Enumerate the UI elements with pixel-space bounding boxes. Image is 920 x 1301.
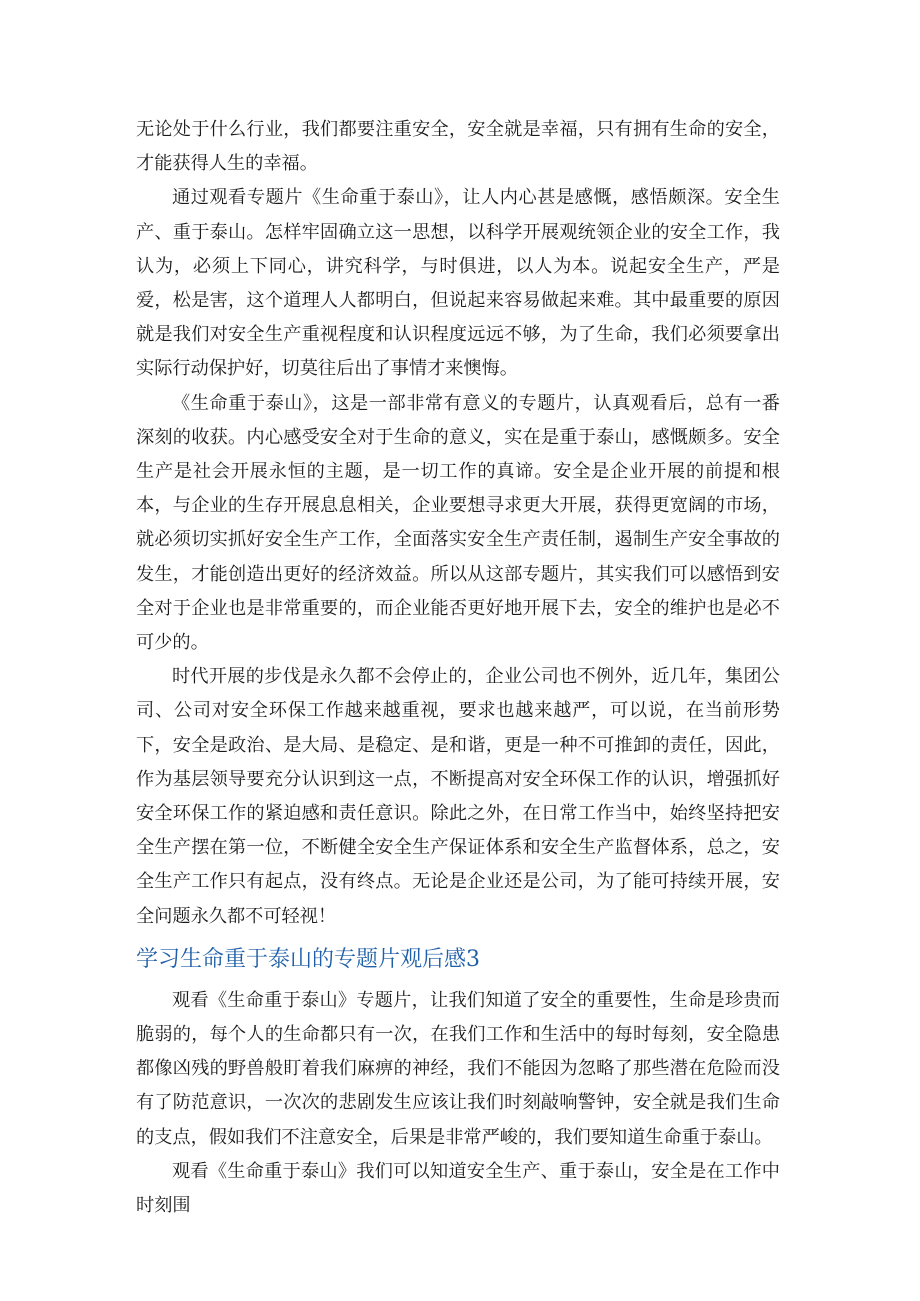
paragraph-1: 无论处于什么行业，我们都要注重安全，安全就是幸福，只有拥有生命的安全，才能获得人生的幸福。	[136, 119, 780, 175]
paragraph-4: 时代开展的步伐是永久都不会停止的，企业公司也不例外，近几年，集团公司、公司对安全环保工作越来越重视，要求也越来越严，可以说，在当前形势下，安全是政治、是大局、是稳定、是和谐，更是一种不可推卸的责任，因此，作为基层领导要充分认识到这一点，不断提高对安全环保工作的认识，增强抓好安全环保工作的紧迫感和责任意识。除此之外，在日常工作当中，始终坚持把安全生产摆在第一位，不断健全安全生产保证体系和安全生产监督体系，总之，安全生产工作只有起点，没有终点。无论是企业还是公司，为了能可持续开展，安全问题永久都不可轻视！	[136, 666, 780, 927]
paragraph-5: 观看《生命重于泰山》专题片，让我们知道了安全的重要性，生命是珍贵而脆弱的，每个人的生命都只有一次，在我们工作和生活中的每时每刻，安全隐患都像凶残的野兽般盯着我们麻痹的神经，我们不能因为忽略了那些潜在危险而没有了防范意识，一次次的悲剧发生应该让我们时刻敲响警钟，安全就是我们生命的支点，假如我们不注意安全，后果是非常严峻的，我们要知道生命重于泰山。	[136, 989, 780, 1148]
paragraph-2: 通过观看专题片《生命重于泰山》，让人内心甚是感慨，感悟颇深。安全生产、重于泰山。怎样牢固确立这一思想，以科学开展观统领企业的安全工作，我认为，必须上下同心，讲究科学，与时俱进，以人为本。说起安全生产，严是爱，松是害，这个道理人人都明白，但说起来容易做起来难。其中最重要的原因就是我们对安全生产重视程度和认识程度远远不够，为了生命，我们必须要拿出实际行动保护好，切莫往后出了事情才来懊悔。	[136, 187, 780, 380]
paragraph-3: 《生命重于泰山》，这是一部非常有意义的专题片，认真观看后，总有一番深刻的收获。内心感受安全对于生命的意义，实在是重于泰山，感慨颇多。安全生产是社会开展永恒的主题，是一切工作的真谛。安全是企业开展的前提和根本，与企业的生存开展息息相关，企业要想寻求更大开展，获得更宽阔的市场，就必须切实抓好安全生产工作，全面落实安全生产责任制，遏制生产安全事故的发生，才能创造出更好的经济效益。所以从这部专题片，其实我们可以感悟到安全对于企业也是非常重要的，而企业能否更好地开展下去，安全的维护也是必不可少的。	[136, 392, 780, 654]
document-body	[136, 113, 780, 1223]
section-heading: 学习生命重于泰山的专题片观后感3	[136, 946, 480, 972]
paragraph-6: 观看《生命重于泰山》我们可以知道安全生产、重于泰山，安全是在工作中时刻围	[136, 1160, 780, 1217]
